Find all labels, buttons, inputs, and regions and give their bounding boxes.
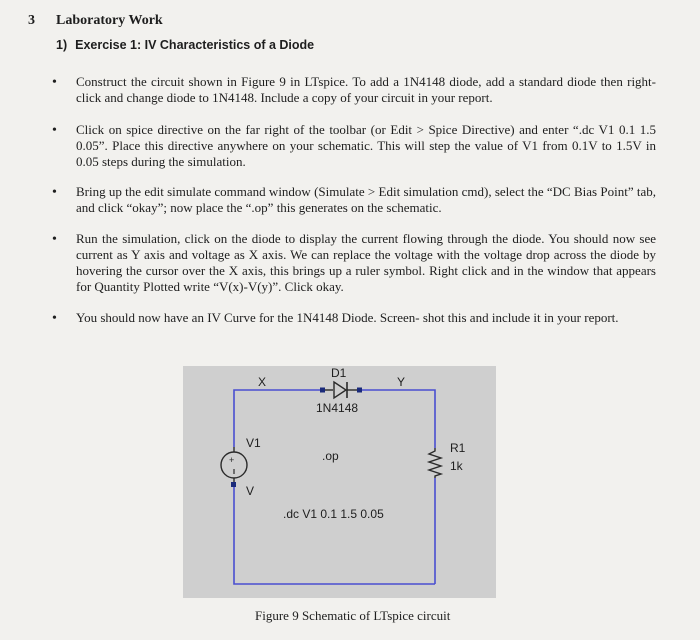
- dc-directive: .dc V1 0.1 1.5 0.05: [283, 507, 384, 521]
- section-title: Laboratory Work: [56, 13, 163, 28]
- circuit-wires: [234, 390, 435, 584]
- diode-icon: [320, 382, 362, 398]
- schematic-svg: [183, 366, 496, 598]
- bullet-dot: •: [52, 185, 57, 200]
- resistor-icon: [429, 448, 441, 478]
- wire-bottom: [234, 484, 435, 584]
- node-label-x: X: [258, 375, 267, 389]
- source-reference: V1: [246, 436, 261, 450]
- exercise-heading: [56, 38, 314, 52]
- resistor-value: 1k: [450, 459, 463, 473]
- op-directive: .op: [322, 449, 339, 463]
- schematic-figure: [183, 366, 496, 598]
- wire-right-top: [359, 390, 435, 448]
- diode-reference: D1: [331, 366, 347, 380]
- exercise-title: Exercise 1: IV Characteristics of a Diode: [75, 38, 315, 52]
- bullet-dot: •: [52, 311, 57, 326]
- instruction-item: Run the simulation, click on the diode to display the current flowing through the diode. You should now see current as Y axis and voltage as X axis. We can replace the voltage with the voltage drop across the diode by hovering the cursor over the X axis, this brings up a ruler symbol. Right click and in the window that appears for Quantity Plotted write “V(x)-V(y)”. Click okay.: [76, 231, 656, 294]
- instruction-item: Click on spice directive on the far right of the toolbar (or Edit > Spice Directive) and enter “.dc V1 0.1 1.5 0.05”. Place this directive anywhere on your schematic. This will step the value of V1 from 0.1V to 1.5V in 0.05 steps during the simulation.: [76, 122, 656, 169]
- diode-model: 1N4148: [316, 401, 359, 415]
- source-value: V: [246, 484, 255, 498]
- node-label-y: Y: [397, 375, 406, 389]
- exercise-number: 1): [56, 38, 68, 52]
- bullet-dot: •: [52, 232, 57, 247]
- source-plus-sign: +: [229, 455, 235, 465]
- voltage-source-icon: [221, 447, 247, 487]
- instruction-item: You should now have an IV Curve for the 1N4148 Diode. Screen- shot this and include it in your report.: [76, 310, 619, 325]
- instruction-item: Bring up the edit simulate command window (Simulate > Edit simulation cmd), select the “DC Bias Point” tab, and click “okay”; now place the “.op” this generates on the schematic.: [76, 184, 656, 215]
- instruction-item: Construct the circuit shown in Figure 9 in LTspice. To add a 1N4148 diode, add a standard diode then right-click and change diode to 1N4148. Include a copy of your circuit in your report.: [76, 74, 656, 105]
- resistor-reference: R1: [450, 441, 466, 455]
- bullet-dot: •: [52, 75, 57, 90]
- bullet-dot: •: [52, 123, 57, 138]
- section-number: 3: [28, 13, 35, 28]
- figure-caption: Figure 9 Schematic of LTspice circuit: [255, 608, 451, 623]
